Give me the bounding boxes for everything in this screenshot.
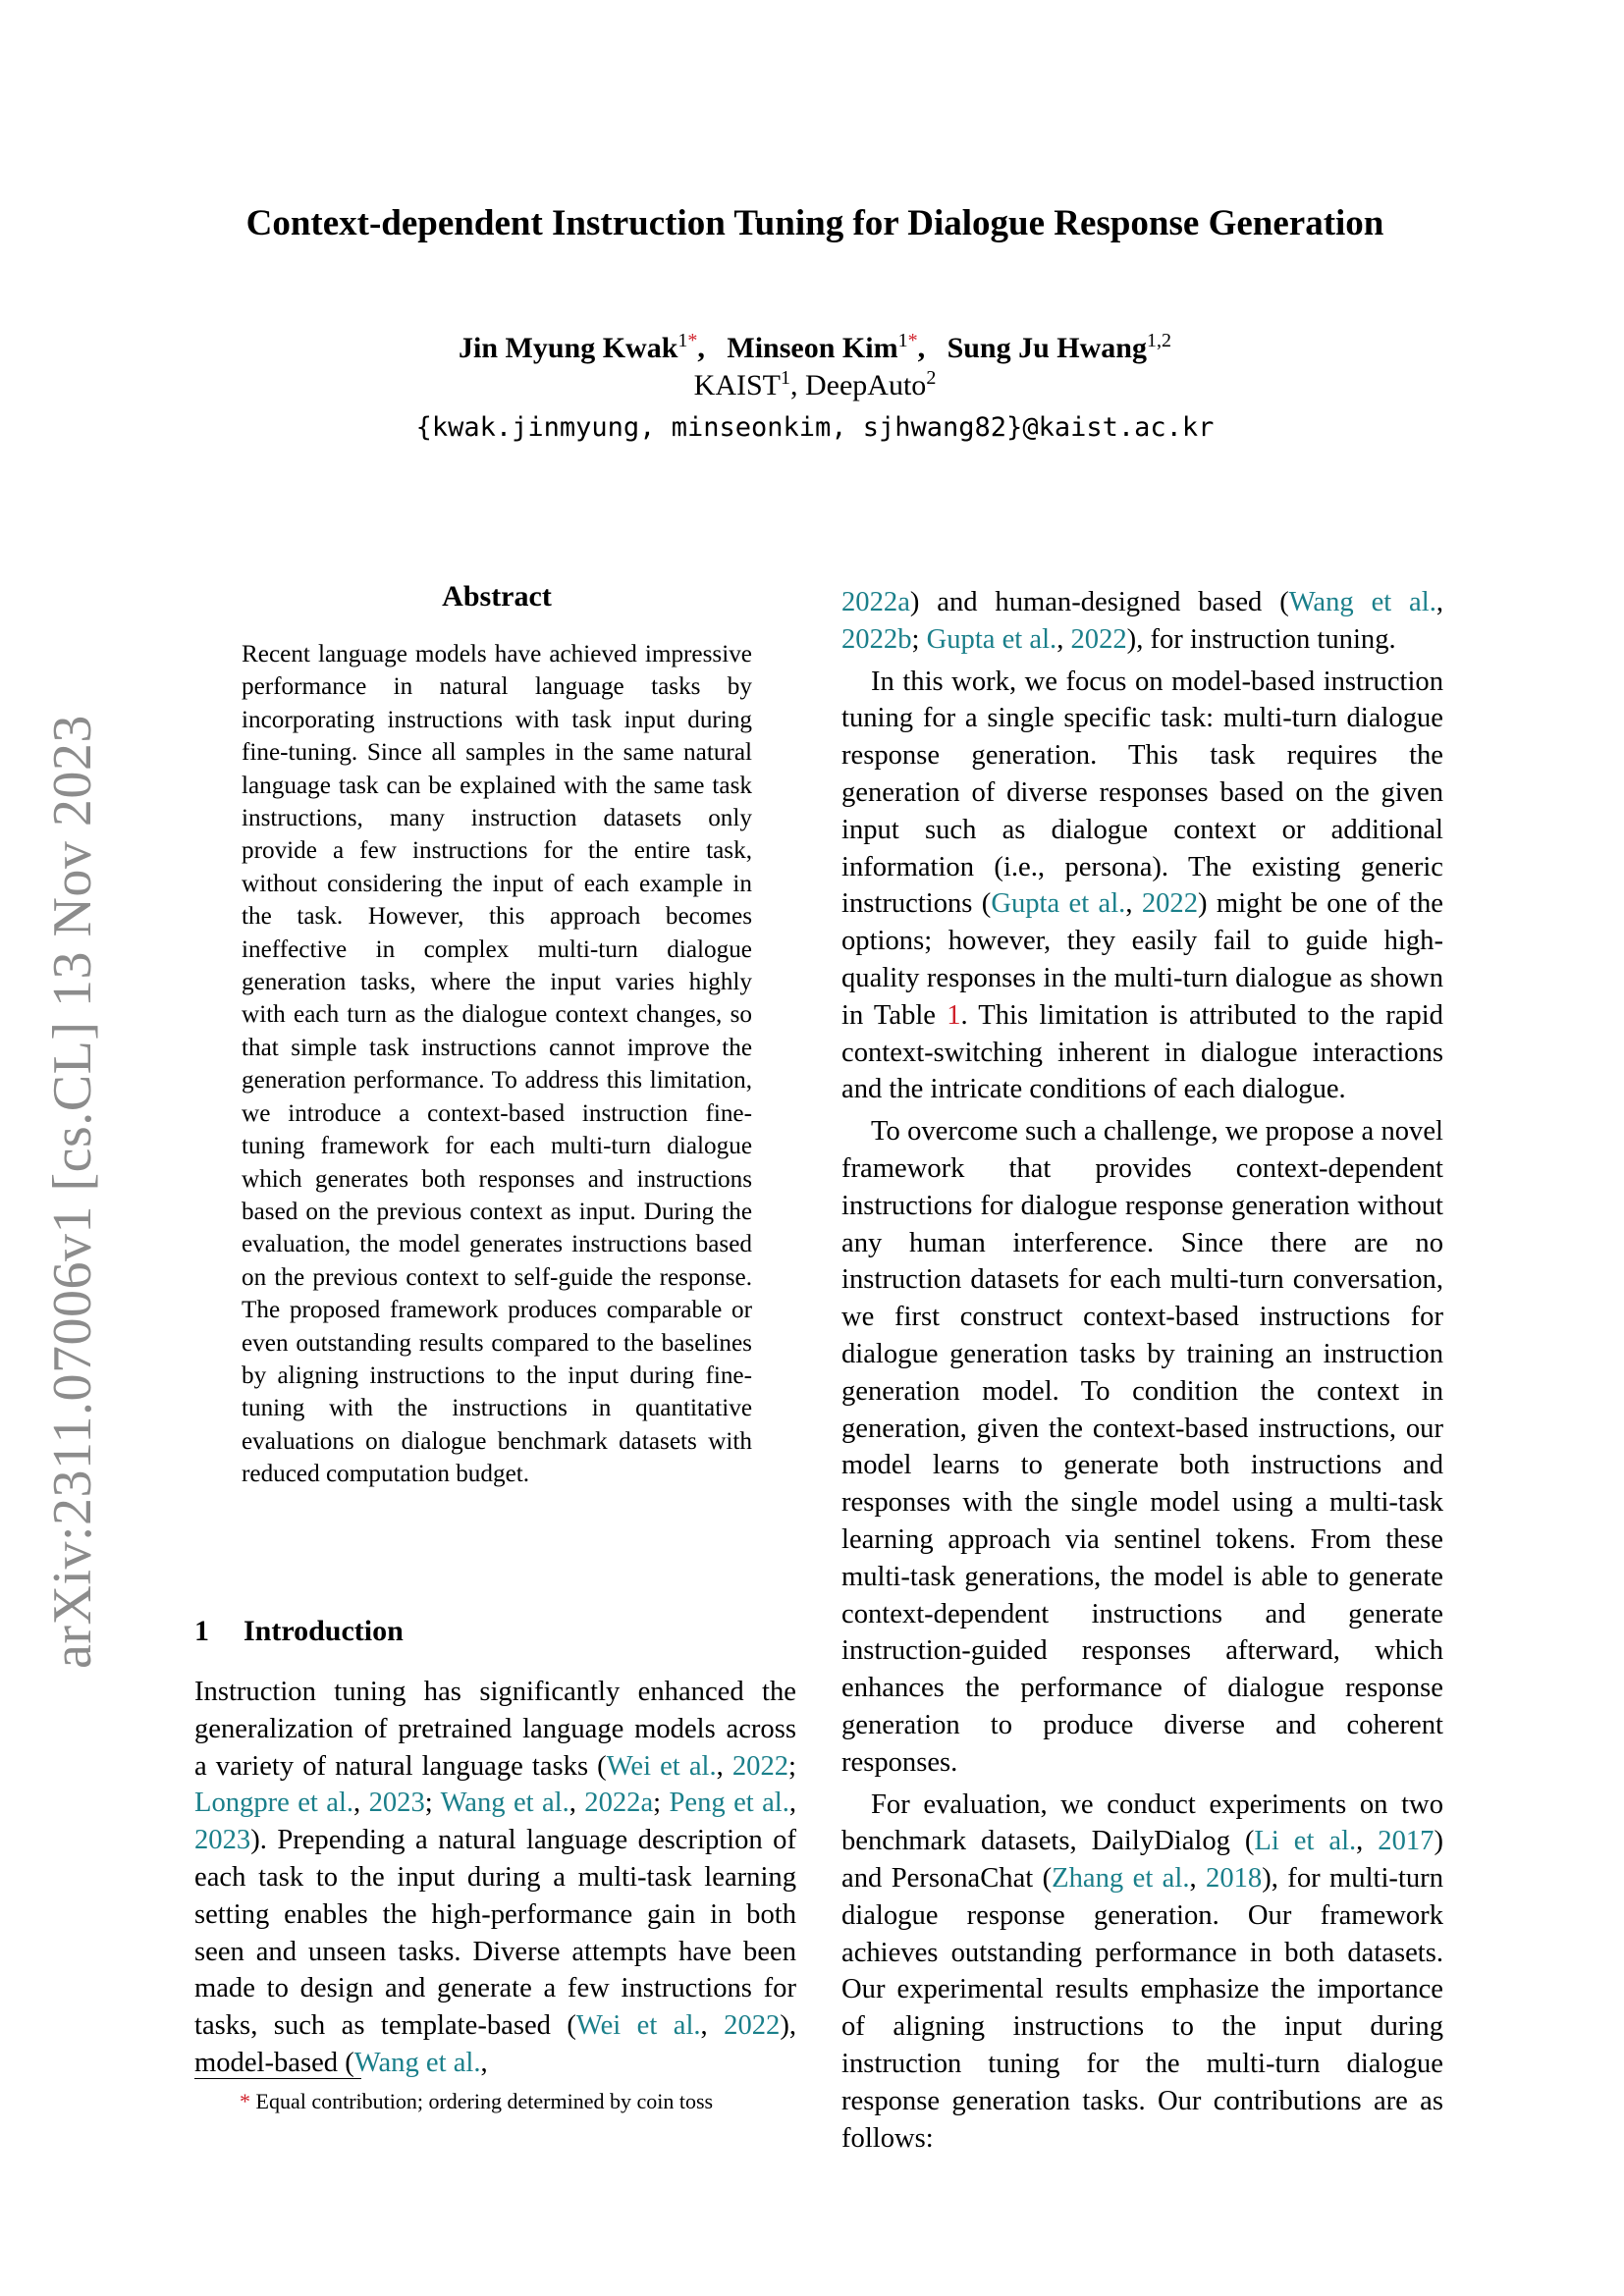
citation-link[interactable]: Wei et al. [606,1750,717,1782]
abstract-heading: Abstract [442,580,552,613]
citation-link[interactable]: Wei et al. [575,2010,701,2042]
citation-link[interactable]: 2022 [731,1750,789,1782]
citation-link[interactable]: Gupta et al. [991,888,1126,920]
citation-link[interactable]: Wang et al. [353,2047,481,2078]
author-name: Sung Ju Hwang [947,332,1147,364]
author-list: Jin Myung Kwak$^{1*}$, Minseon Kim$^{1*}$, Sung Ju Hwang$^{1,2}$ [459,330,1171,364]
citation-link[interactable]: Wang et al. [1288,587,1436,617]
right-column [841,584,1443,2162]
paper-title: Context-dependent Instruction Tuning for Dialogue Response Generation [245,203,1384,243]
footnote-mark: * [240,2089,250,2113]
table-reference-link[interactable]: 1 [947,999,961,1031]
citation-link[interactable]: 2017 [1378,1826,1435,1857]
paragraph: In this work, we focus on model-based instruction tuning for a single specific task: multi-turn dialogue response generation. This task requires the generation of diverse responses based on the given input such as dialogue context or additional information (i.e., persona). The existing generic instructions (Gupta et al., 2022) might be one of the options; however, they easily fail to guide high-quality responses in the multi-turn dialogue as shown in Table 1. This limitation is attributed to the rapid context-switching inherent in dialogue interactions and the intricate conditions of each dialogue. [841,666,1444,1105]
footnote: * Equal contribution; ordering determined by coin toss [240,2089,714,2113]
footnote-rule [194,2078,361,2079]
citation-link[interactable]: Wang et al. [440,1788,569,1819]
citation-link[interactable]: Peng et al. [669,1788,789,1819]
paragraph: For evaluation, we conduct experiments on two benchmark datasets, DailyDialog (Li et al., 2017) and PersonaChat (Zhang et al., 2018), for multi-turn dialogue response generation. Our framework achieves outstanding performance in both datasets. Our experimental results emphasize the importance of aligning instructions to the input during instruction tuning for the multi-turn dialogue response generation tasks. Our contributions are as follows: [841,1789,1444,2154]
citation-link[interactable]: 2022 [1070,623,1127,655]
abstract-body: Recent language models have achieved impressive performance in natural language tasks by incorporating instructions with task input during fine-tuning. Since all samples in the same natural language task can be explained with the same task instructions, many instruction datasets only provide a few instructions for the entire task, without considering the input of each example in the task. However, this approach becomes ineffective in complex multi-turn dialogue generation tasks, where the input varies highly with each turn as the dialogue context changes, so that simple task instructions cannot improve the generation performance. To address this limitation, we introduce a context-based instruction fine-tuning framework for each multi-turn dialogue which generates both responses and instructions based on the previous context as input. During the evaluation, the model generates instructions based on the previous context to self-guide the response. The proposed framework produces comparable or even outstanding results compared to the baselines by aligning instructions to the input during fine-tuning with the instructions in quantitative evaluations on dialogue benchmark datasets with reduced computation budget. [242,641,752,1488]
citation-link[interactable]: 2022 [724,2010,781,2042]
paragraph: To overcome such a challenge, we propose a novel framework that provides context-dependent instructions for dialogue response generation without any human interference. Since there are no instruction datasets for each multi-turn conversation, we first construct context-based instructions for dialogue generation tasks by training an instruction generation model. To condition the context in generation, given the context-based instructions, our model learns to generate both instructions and responses with the single model using a multi-task learning approach via sentinel tokens. From these multi-task generations, the model is able to generate context-dependent instructions and generate instruction-guided responses afterward, which enhances the performance of dialogue response generation to produce diverse and coherent responses. [841,1116,1443,1778]
affiliations: KAIST$^1$, DeepAuto$^2$ [693,367,937,401]
equal-contribution-mark: * [687,330,698,351]
introduction-paragraph: Instruction tuning has significantly enhanced the generalization of pretrained language models across a variety of natural language tasks (Wei et al., 2022; Longpre et al., 2023; Wang et al., 2022a; Peng et al., 2023). Prepending a natural language description of each task to the input during a multi-task learning setting enables the high-performance gain in both seen and unseen tasks. Diverse attempts have been made to design and generate a few instructions for tasks, such as template-based (Wei et al., 2022), model-based (Wang et al., [194,1677,797,2078]
arxiv-identifier: arXiv:2311.07006v1 [cs.CL] 13 Nov 2023 [42,715,103,1669]
citation-link[interactable]: 2023 [368,1788,425,1819]
citation-link[interactable]: Zhang et al. [1052,1863,1190,1895]
paragraph-continuation: 2022a) and human-designed based (Wang et al., 2022b; Gupta et al., 2022), for instruction tuning. [841,587,1444,655]
citation-link[interactable]: 2018 [1206,1863,1263,1895]
citation-link[interactable]: Li et al. [1254,1826,1357,1857]
citation-link[interactable]: 2023 [194,1825,251,1856]
citation-link[interactable]: 2022b [841,623,912,655]
section-heading: 1 Introduction [194,1615,404,1647]
citation-link[interactable]: 2022a [584,1788,654,1819]
author-name: Minseon Kim [727,332,898,364]
citation-link[interactable]: 2022a [841,587,910,617]
equal-contribution-mark: * [907,330,918,351]
citation-link[interactable]: Gupta et al. [926,623,1057,655]
citation-link[interactable]: Longpre et al. [194,1788,354,1819]
author-emails: {kwak.jinmyung, minseonkim, sjhwang82}@kaist.ac.kr [415,412,1215,443]
citation-link[interactable]: 2022 [1141,888,1198,920]
author-name: Jin Myung Kwak [459,332,678,364]
